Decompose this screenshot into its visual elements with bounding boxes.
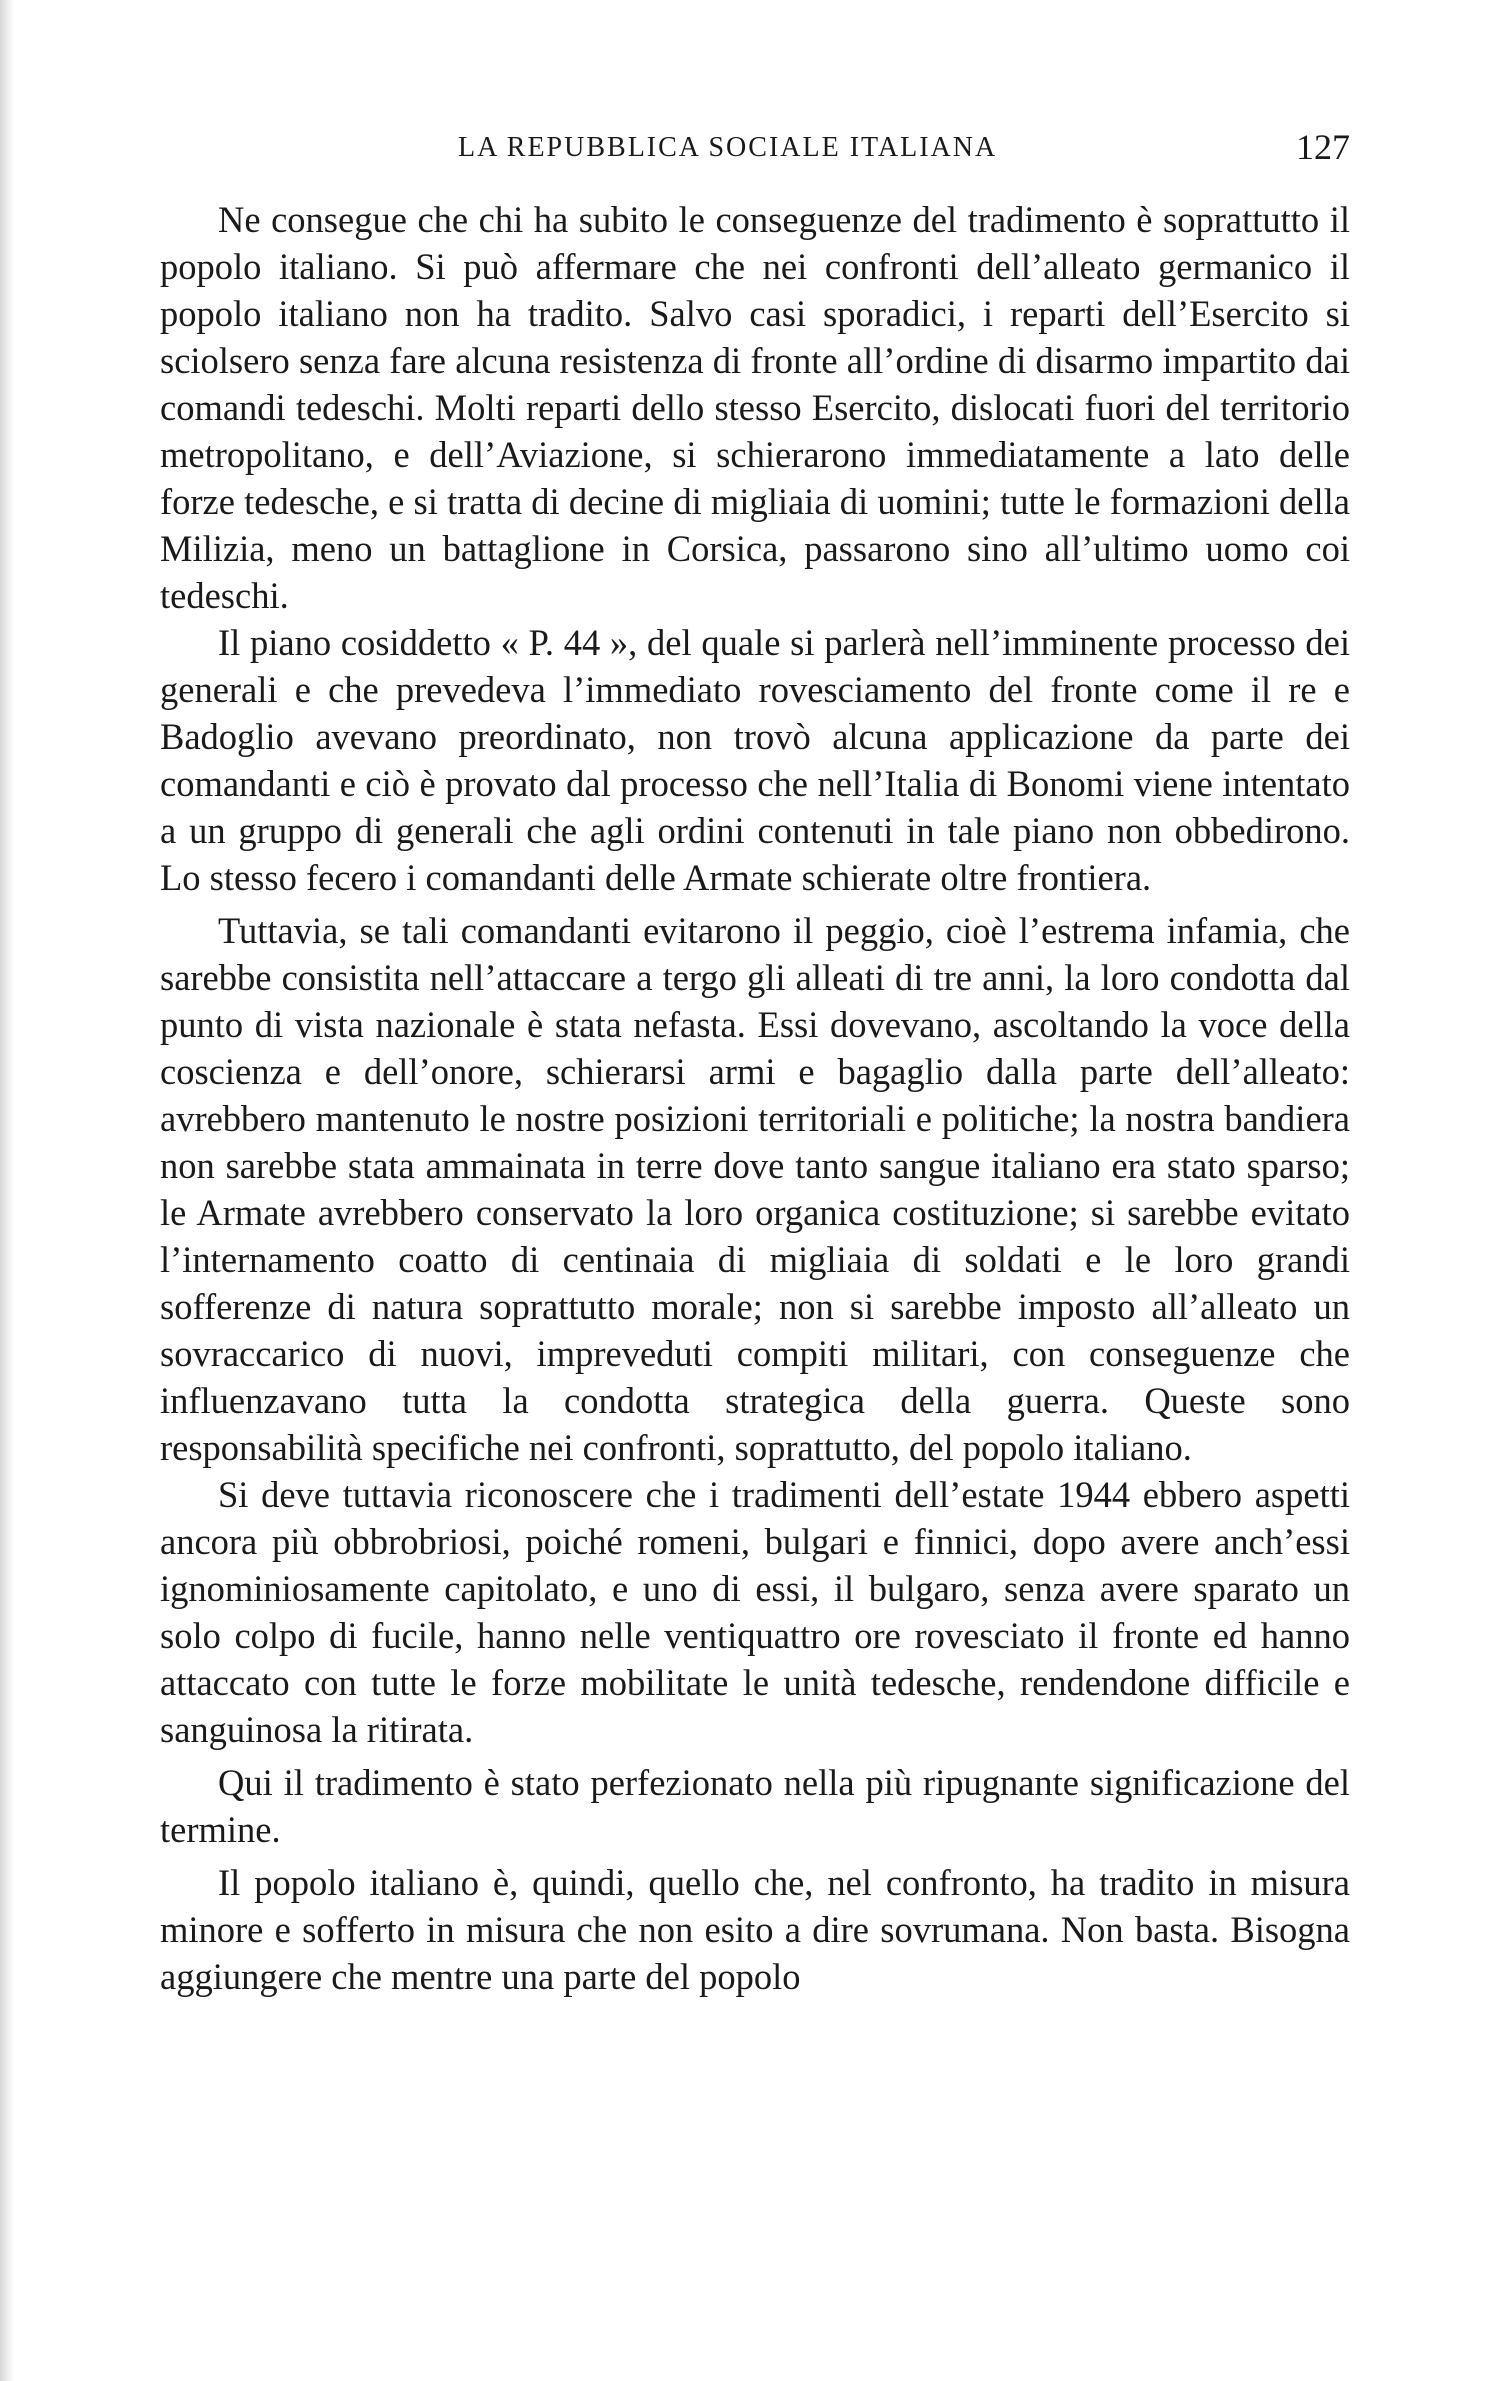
paragraph-3: Tuttavia, se tali comandanti evitarono il peggio, cioè l’estrema infamia, che sarebbe consistita nell’attaccare a tergo gli alleati di tre anni, la loro condotta dal punto di vista nazionale è stata nefasta. Essi dovevano, ascoltando la voce della coscienza e dell’onore, schierarsi armi e bagaglio dalla parte dell’alleato: avrebbero mantenuto le nostre posizioni territoriali e politiche; la nostra bandiera non sarebbe stata ammainata in terre dove tanto sangue italiano era stato sparso; le Armate avrebbero conservato la loro organica costituzione; si sarebbe evitato l’internamento coatto di centinaia di migliaia di soldati e le loro grandi sofferenze di natura soprattutto morale; non si sarebbe imposto all’alleato un sovraccarico di nuovi, impreveduti compiti militari, con conseguenze che influenzavano tutta la condotta strategica della guerra. Queste sono responsabilità specifiche nei confronti, soprattutto, del popolo italiano. xyxy=(160,910,1350,1468)
paragraph-6: Il popolo italiano è, quindi, quello che, nel confronto, ha tradito in misura minore e sofferto in misura che non esito a dire sovrumana. Non basta. Bisogna aggiungere che mentre una parte del popolo xyxy=(160,1862,1350,1997)
paragraph-1: Ne consegue che chi ha subito le conseguenze del tradimento è soprattutto il popolo italiano. Si può affermare che nei confronti dell’alleato germanico il popolo italiano non ha tradito. Salvo casi sporadici, i reparti dell’Esercito si sciolsero senza fare alcuna resistenza di fronte all’ordine di disarmo impartito dai comandi tedeschi. Molti reparti dello stesso Esercito, dislocati fuori del territorio metropolitano, e dell’Aviazione, si schierarono immediatamente a lato delle forze tedesche, e si tratta di decine di migliaia di uomini; tutte le formazioni della Milizia, meno un battaglione in Corsica, passarono sino all’ultimo uomo coi tedeschi. xyxy=(160,199,1350,616)
body-text xyxy=(160,196,1350,2000)
paragraph-2: Il piano cosiddetto « P. 44 », del quale si parlerà nell’imminente processo dei generali e che prevedeva l’immediato rovesciamento del fronte come il re e Badoglio avevano preordinato, non trovò alcuna applicazione da parte dei comandanti e ciò è provato dal processo che nell’Italia di Bonomi viene intentato a un gruppo di generali che agli ordini contenuti in tale piano non obbedirono. Lo stesso fecero i comandanti delle Armate schierate oltre frontiera. xyxy=(160,622,1350,898)
running-title: LA REPUBBLICA SOCIALE ITALIANA xyxy=(458,132,998,163)
page-number: 127 xyxy=(1296,127,1350,167)
page-edge-shadow xyxy=(0,0,14,2381)
paragraph-5: Qui il tradimento è stato perfezionato nella più ripugnante significazione del termine. xyxy=(160,1762,1350,1850)
paragraph-4: Si deve tuttavia riconoscere che i tradimenti dell’estate 1944 ebbero aspetti ancora più obbrobriosi, poiché romeni, bulgari e finnici, dopo avere anch’essi ignominiosamente capitolato, e uno di essi, il bulgaro, senza avere sparato un solo colpo di fucile, hanno nelle ventiquattro ore rovesciato il fronte ed hanno attaccato con tutte le forze mobilitate le unità tedesche, rendendone difficile e sanguinosa la ritirata. xyxy=(160,1474,1350,1750)
running-head xyxy=(160,126,1350,186)
